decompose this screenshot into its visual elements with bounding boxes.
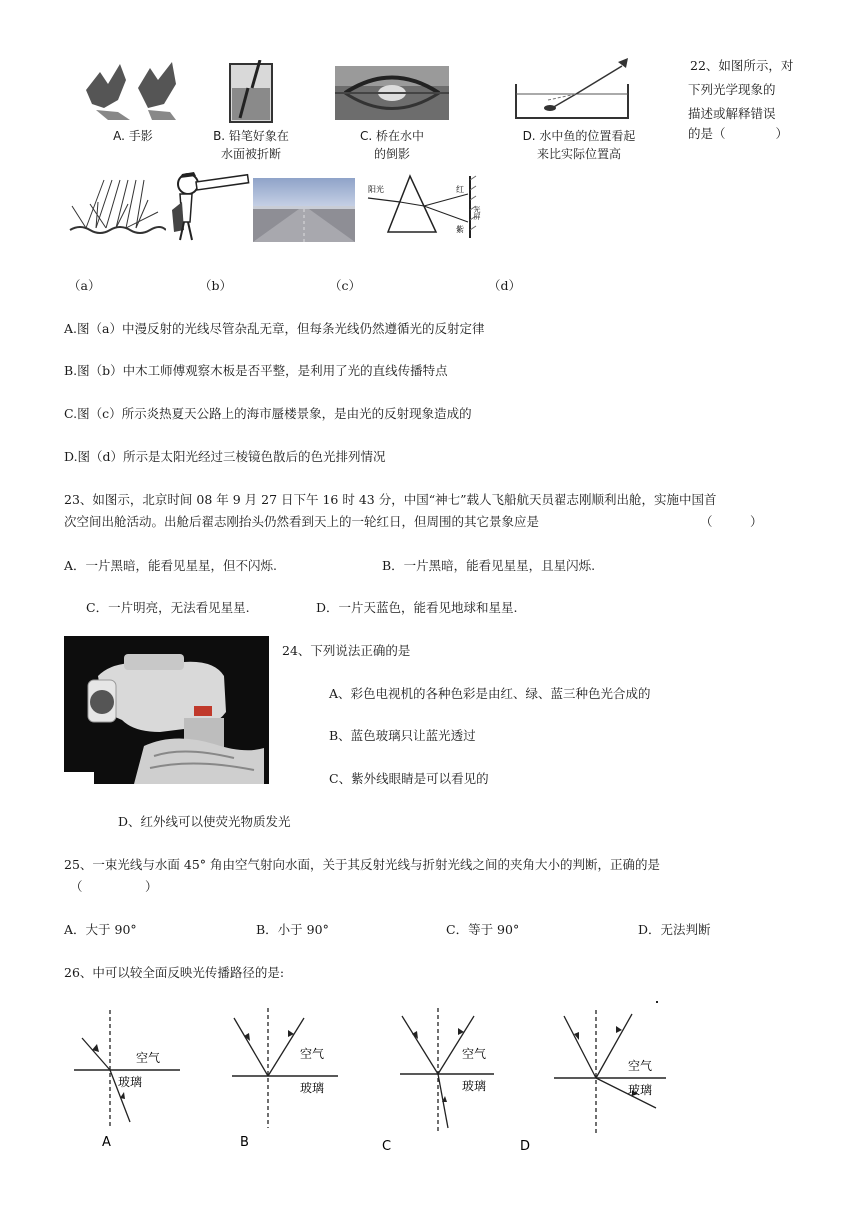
q25-option-b: B．小于 90°	[256, 922, 329, 937]
q22-stem-line3: 描述或解释错误	[688, 106, 776, 121]
q23-option-d: D．一片天蓝色，能看见地球和星星.	[316, 600, 518, 615]
q24-option-b: B、蓝色玻璃只让蓝光透过	[329, 728, 476, 743]
diagram-option-a	[72, 1004, 182, 1154]
q25-stem: 25、一束光线与水面 45° 角由空气射向水面，关于其反射光线与折射光线之间的夹角大小的判断，正确的是	[64, 857, 661, 872]
q25-answer-blank: （ ）	[70, 879, 158, 894]
fig-label-d: （d）	[488, 278, 522, 293]
q22-option-c: C.图（c）所示炎热夏天公路上的海市蜃楼景象，是由光的反射现象造成的	[64, 406, 472, 421]
q23-option-a: A．一片黑暗，能看见星星，但不闪烁.	[64, 558, 278, 573]
figure-road-mirage	[253, 178, 355, 242]
caption-c-line1: C. 桥在水中	[359, 129, 424, 143]
q23-stem-line1: 23、如图示，北京时间 08 年 9 月 27 日下午 16 时 43 分，中国“神七”载人飞船航天员翟志刚顺利出舱，实施中国首	[64, 492, 717, 507]
q23-option-c: C．一片明亮，无法看见星星.	[86, 600, 250, 615]
caption-c-line2: 的倒影	[373, 147, 410, 161]
diagram-a-air-label: 空气	[136, 1051, 161, 1065]
prism-screen-label: 光屏	[473, 206, 481, 220]
caption-b-line2: 水面被折断	[220, 147, 281, 161]
figure-pencil-in-water	[226, 60, 276, 124]
diagram-b-letter: B	[240, 1135, 249, 1150]
q25-option-a: A．大于 90°	[64, 922, 137, 937]
figure-bridge-reflection	[335, 66, 449, 120]
caption-b-line1: B. 铅笔好象在	[213, 129, 289, 143]
q22-stem-line1: 22、如图所示，对	[690, 58, 794, 73]
diagram-d-letter: D	[520, 1139, 531, 1154]
prism-red-label: 红	[456, 185, 464, 194]
diagram-option-b	[230, 1004, 340, 1154]
fig-label-a: （a）	[68, 278, 101, 293]
diagram-b-air-label: 空气	[300, 1047, 325, 1061]
q24-option-a: A、彩色电视机的各种色彩是由红、绿、蓝三种色光合成的	[329, 686, 651, 701]
figure-prism-dispersion	[366, 172, 486, 244]
q22-stem-line2: 下列光学现象的	[688, 82, 776, 97]
diagram-a-letter: A	[102, 1135, 111, 1150]
figure-hand-shadow	[78, 50, 184, 122]
q23-stem-line2: 次空间出舱活动。出舱后翟志刚抬头仍然看到天上的一轮红日，但周围的其它景象应是	[64, 514, 540, 529]
q22-option-a: A.图（a）中漫反射的光线尽管杂乱无章，但每条光线仍然遵循光的反射定律	[64, 321, 485, 336]
q22-option-d: D.图（d）所示是太阳光经过三棱镜色散后的色光排列情况	[64, 449, 386, 464]
diagram-c-air-label: 空气	[462, 1047, 487, 1061]
diagram-c-letter: C	[382, 1139, 392, 1154]
diagram-c-glass-label: 玻璃	[462, 1079, 487, 1093]
prism-sun-label: 阳光	[368, 185, 384, 194]
figure-astronaut-photo	[64, 636, 269, 784]
q24-option-d: D、红外线可以使荧光物质发光	[118, 814, 291, 829]
figure-diffuse-reflection	[68, 174, 166, 240]
diagram-option-c	[376, 1004, 496, 1154]
q25-option-d: D．无法判断	[638, 922, 711, 937]
caption-d-line2: 来比实际位置高	[536, 147, 621, 161]
q23-option-b: B．一片黑暗，能看见星星，且星闪烁.	[382, 558, 596, 573]
diagram-option-d	[518, 1000, 668, 1154]
diagram-b-glass-label: 玻璃	[300, 1081, 325, 1095]
q23-answer-blank: （ ）	[700, 514, 763, 529]
caption-d-line1: D. 水中鱼的位置看起	[522, 129, 636, 143]
q25-option-c: C．等于 90°	[446, 922, 520, 937]
q24-stem: 24、下列说法正确的是	[282, 643, 411, 658]
q24-option-c: C、紫外线眼睛是可以看见的	[329, 771, 489, 786]
figure-carpenter	[168, 170, 250, 242]
q22-stem-line4: 的是（ ）	[688, 126, 789, 141]
figure-fish-in-water	[510, 54, 640, 122]
diagram-d-glass-label: 玻璃	[628, 1083, 653, 1097]
prism-violet-label: 紫	[456, 225, 464, 234]
diagram-a-glass-label: 玻璃	[118, 1075, 143, 1089]
fig-label-b: （b）	[199, 278, 233, 293]
caption-a-line1: A. 手影	[113, 129, 153, 143]
q26-stem: 26、中可以较全面反映光传播路径的是:	[64, 965, 285, 980]
diagram-d-air-label: 空气	[628, 1059, 653, 1073]
fig-label-c: （c）	[329, 278, 362, 293]
q22-option-b: B.图（b）中木工师傅观察木板是否平整，是利用了光的直线传播特点	[64, 363, 448, 378]
